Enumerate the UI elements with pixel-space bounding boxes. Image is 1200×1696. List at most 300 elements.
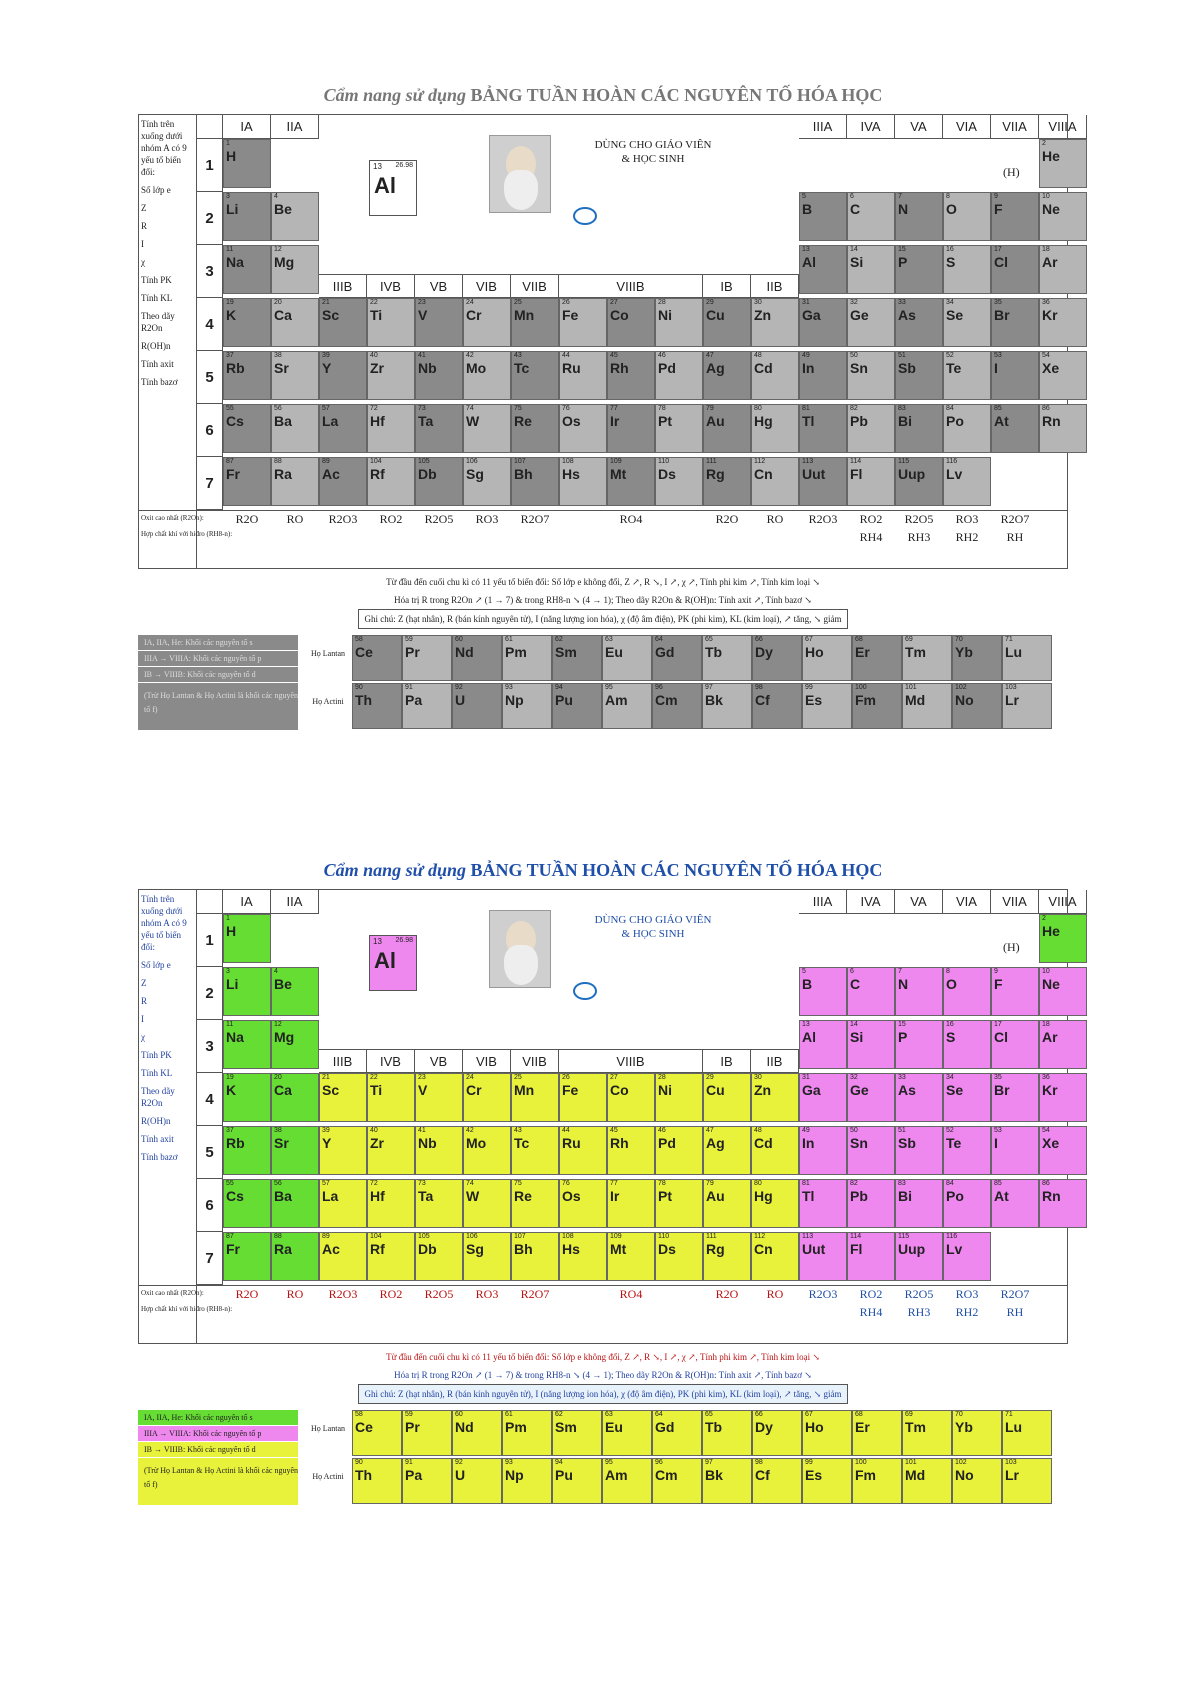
group-period-corner — [197, 115, 223, 139]
element-ca — [271, 298, 319, 347]
element-sr — [271, 351, 319, 400]
hydride-row-label: Hợp chất khí với hiđro (RH8-n): — [141, 1305, 233, 1313]
atomic-number: 55 — [226, 1180, 234, 1187]
element-kr — [1039, 1073, 1087, 1122]
element-in — [799, 351, 847, 400]
element-symbol: P — [898, 1029, 908, 1045]
element-ne — [1039, 967, 1087, 1016]
element-symbol: Zr — [370, 360, 384, 376]
atomic-number: 85 — [994, 1180, 1002, 1187]
legend-item: IA, IIA, He: Khối các nguyên tố s — [138, 635, 298, 651]
element-symbol: Fm — [855, 1467, 876, 1483]
element-symbol: Rg — [706, 1241, 725, 1257]
element-symbol: Sb — [898, 1135, 916, 1151]
atomic-number: 76 — [562, 405, 570, 412]
element-symbol: Re — [514, 1188, 532, 1204]
group-header: VIIIA — [1039, 115, 1087, 139]
atomic-number: 106 — [466, 1233, 478, 1240]
element-eu — [602, 1410, 652, 1456]
example-card-al — [369, 935, 417, 991]
element-uup — [895, 457, 943, 506]
element-cr — [463, 1073, 511, 1122]
atomic-number: 96 — [655, 1459, 663, 1466]
atomic-number: 93 — [505, 1459, 513, 1466]
element-uut — [799, 1232, 847, 1281]
atomic-number: 101 — [905, 1459, 917, 1466]
audience-text — [573, 913, 733, 941]
hydride-formula: RH3 — [907, 1305, 931, 1319]
element-symbol: Ho — [805, 1419, 824, 1435]
left-note: Theo dãy R2On — [141, 1086, 175, 1108]
element-symbol: Mg — [274, 254, 295, 270]
element-symbol: Cd — [754, 360, 773, 376]
element-bh — [511, 457, 559, 506]
atomic-number: 96 — [655, 684, 663, 691]
atomic-number: 33 — [898, 1074, 906, 1081]
sheet-color — [138, 855, 1077, 1506]
atomic-number: 23 — [418, 1074, 426, 1081]
element-symbol: Be — [274, 201, 292, 217]
atomic-number: 107 — [514, 458, 526, 465]
element-y — [319, 351, 367, 400]
element-la — [319, 1179, 367, 1228]
period-number: 1 — [197, 139, 223, 192]
legend-item: IA, IIA, He: Khối các nguyên tố s — [138, 1410, 298, 1426]
element-symbol: Uup — [898, 1241, 926, 1257]
atomic-number: 50 — [850, 352, 858, 359]
element-symbol: Fe — [562, 1082, 579, 1098]
element-symbol: P — [898, 254, 908, 270]
atomic-number: 97 — [705, 684, 713, 691]
group-header-b: VIIB — [511, 274, 559, 298]
atomic-number: 112 — [754, 1233, 766, 1240]
element-symbol: Bi — [898, 413, 912, 429]
element-symbol: Sm — [555, 1419, 577, 1435]
element-symbol: Ge — [850, 1082, 869, 1098]
element-symbol: C — [850, 201, 861, 217]
left-notes — [139, 890, 197, 1343]
atomic-number: 54 — [1042, 1127, 1050, 1134]
element-symbol: Fe — [562, 307, 579, 323]
period-number: 2 — [197, 967, 223, 1020]
oxide-formula: R2O7 — [1000, 512, 1030, 526]
element-symbol: Y — [322, 1135, 332, 1151]
element-zn — [751, 298, 799, 347]
element-re — [511, 1179, 559, 1228]
atomic-number: 113 — [802, 1233, 814, 1240]
element-fl — [847, 1232, 895, 1281]
element-fe — [559, 298, 607, 347]
element-lv — [943, 457, 991, 506]
lanthanide-label: Họ Lantan — [311, 1424, 345, 1433]
atomic-number: 53 — [994, 352, 1002, 359]
element-ac — [319, 1232, 367, 1281]
element-pa — [402, 683, 452, 729]
atomic-number: 16 — [946, 246, 954, 253]
atomic-number: 18 — [1042, 246, 1050, 253]
element-eu — [602, 635, 652, 681]
element-symbol: W — [466, 413, 480, 429]
element-ds — [655, 1232, 703, 1281]
oxide-formula: R2O5 — [904, 512, 934, 526]
periodic-table — [138, 114, 1077, 569]
atomic-number: 114 — [850, 458, 862, 465]
example-symbol: Al — [374, 173, 396, 198]
atomic-number: 110 — [658, 458, 670, 465]
element-pb — [847, 1179, 895, 1228]
left-note: Tính trên xuống dưới nhóm A có 9 yếu tố biến đổi: — [141, 894, 187, 952]
legend-item: IIIA → VIIIA: Khối các nguyên tố p — [138, 651, 298, 667]
block-legend — [138, 635, 298, 731]
atomic-number: 112 — [754, 458, 766, 465]
element-symbol: Bk — [705, 1467, 723, 1483]
atomic-number: 115 — [898, 1233, 910, 1240]
element-fr — [223, 1232, 271, 1281]
atomic-number: 22 — [370, 299, 378, 306]
period-number: 7 — [197, 1232, 223, 1285]
atomic-number: 9 — [994, 193, 998, 200]
element-symbol: Al — [802, 1029, 816, 1045]
atomic-number: 34 — [946, 1074, 954, 1081]
group-header-b: VIIIB — [559, 1049, 703, 1073]
atomic-number: 56 — [274, 1180, 282, 1187]
atomic-number: 57 — [322, 405, 330, 412]
element-symbol: Sn — [850, 1135, 868, 1151]
atomic-number: 63 — [605, 1411, 613, 1418]
element-symbol: Rf — [370, 466, 385, 482]
element-symbol: Cl — [994, 254, 1008, 270]
element-symbol: Se — [946, 307, 964, 323]
element-rg — [703, 1232, 751, 1281]
element-i — [991, 351, 1039, 400]
element-ru — [559, 1126, 607, 1175]
element-symbol: Au — [706, 1188, 725, 1204]
hydride-row-label: Hợp chất khí với hiđro (RH8-n): — [141, 530, 233, 538]
element-ni — [655, 1073, 703, 1122]
element-ce — [352, 635, 402, 681]
element-symbol: Mn — [514, 307, 535, 323]
element-symbol: Pd — [658, 1135, 676, 1151]
element-symbol: Th — [355, 1467, 373, 1483]
atomic-number: 93 — [505, 684, 513, 691]
legend-item: IB → VIIIB: Khối các nguyên tố d — [138, 667, 298, 683]
element-ti — [367, 1073, 415, 1122]
example-num: 13 — [373, 937, 382, 946]
element-symbol: Sc — [322, 1082, 340, 1098]
element-symbol: W — [466, 1188, 480, 1204]
element-v — [415, 1073, 463, 1122]
atomic-number: 87 — [226, 458, 234, 465]
element-symbol: Be — [274, 976, 292, 992]
atomic-number: 41 — [418, 1127, 426, 1134]
element-ag — [703, 351, 751, 400]
group-header-b: VIIIB — [559, 274, 703, 298]
period-number: 3 — [197, 245, 223, 298]
element-symbol: O — [946, 201, 957, 217]
atomic-number: 73 — [418, 1180, 426, 1187]
atomic-number: 86 — [1042, 405, 1050, 412]
element-tm — [902, 1410, 952, 1456]
element-symbol: Ta — [418, 413, 434, 429]
element-symbol: Bi — [898, 1188, 912, 1204]
atomic-number: 15 — [898, 1021, 906, 1028]
atomic-number: 111 — [706, 1233, 717, 1240]
element-c — [847, 192, 895, 241]
element-symbol: Br — [994, 307, 1010, 323]
element-ti — [367, 298, 415, 347]
element-ar — [1039, 245, 1087, 294]
element-cn — [751, 1232, 799, 1281]
element-at — [991, 1179, 1039, 1228]
atomic-number: 94 — [555, 684, 563, 691]
element-symbol: Ge — [850, 307, 869, 323]
element-symbol: Cd — [754, 1135, 773, 1151]
element-symbol: Es — [805, 692, 823, 708]
element-ni — [655, 298, 703, 347]
atomic-number: 53 — [994, 1127, 1002, 1134]
element-symbol: S — [946, 1029, 956, 1045]
atomic-number: 37 — [226, 352, 234, 359]
left-note: R(OH)n — [141, 1116, 171, 1126]
atomic-number: 77 — [610, 405, 618, 412]
element-symbol: Zn — [754, 307, 772, 323]
element-symbol: Sc — [322, 307, 340, 323]
element-symbol: Tm — [905, 644, 926, 660]
group-header-b: IIIB — [319, 1049, 367, 1073]
oxide-formula: RO2 — [859, 1287, 883, 1301]
atomic-number: 101 — [905, 684, 917, 691]
element-u — [452, 683, 502, 729]
element-am — [602, 683, 652, 729]
oxide-formula: RO3 — [955, 1287, 979, 1301]
element-symbol: Nb — [418, 1135, 437, 1151]
element-te — [943, 1126, 991, 1175]
element-symbol: Ar — [1042, 254, 1058, 270]
element-symbol: As — [898, 1082, 916, 1098]
element-symbol: Tb — [705, 644, 723, 660]
atomic-number: 18 — [1042, 1021, 1050, 1028]
element-as — [895, 298, 943, 347]
atomic-number: 88 — [274, 458, 282, 465]
oxide-row-label: Oxit cao nhất (R2On): — [141, 514, 204, 522]
element-symbol: Po — [946, 1188, 964, 1204]
element-at — [991, 404, 1039, 453]
element-symbol: Cs — [226, 1188, 244, 1204]
legend-item: IIIA → VIIIA: Khối các nguyên tố p — [138, 1426, 298, 1442]
element-symbol: Au — [706, 413, 725, 429]
element-symbol: Db — [418, 1241, 437, 1257]
element-si — [847, 245, 895, 294]
legend-item: (Trừ Họ Lantan & Họ Actini là khối các nguyên tố f) — [138, 683, 298, 731]
element-symbol: Fr — [226, 466, 240, 482]
element-i — [991, 1126, 1039, 1175]
element-symbol: Lu — [1005, 1419, 1023, 1435]
element-f — [991, 192, 1039, 241]
atomic-number: 47 — [706, 1127, 714, 1134]
element-sr — [271, 1126, 319, 1175]
atomic-number: 116 — [946, 1233, 958, 1240]
element-symbol: Pd — [658, 360, 676, 376]
atomic-number: 43 — [514, 1127, 522, 1134]
group-header-b: IB — [703, 1049, 751, 1073]
atomic-number: 15 — [898, 246, 906, 253]
element-symbol: Br — [994, 1082, 1010, 1098]
atomic-number: 82 — [850, 405, 858, 412]
atomic-number: 75 — [514, 405, 522, 412]
element-symbol: Dy — [755, 1419, 773, 1435]
element-cn — [751, 457, 799, 506]
title-main: BẢNG TUẦN HOÀN CÁC NGUYÊN TỐ HÓA HỌC — [470, 860, 883, 880]
element-symbol: Ra — [274, 466, 292, 482]
atomic-number: 70 — [955, 1411, 963, 1418]
atomic-number: 51 — [898, 1127, 906, 1134]
element-symbol: He — [1042, 923, 1060, 939]
element-pd — [655, 1126, 703, 1175]
group-header: IIIA — [799, 115, 847, 139]
atomic-number: 20 — [274, 1074, 282, 1081]
atomic-number: 82 — [850, 1180, 858, 1187]
oxide-formula: R2O — [715, 1287, 739, 1301]
left-note: Tính bazơ — [141, 377, 178, 387]
element-symbol: Ca — [274, 307, 292, 323]
element-symbol: Hf — [370, 413, 385, 429]
element-ds — [655, 457, 703, 506]
group-header: VA — [895, 890, 943, 914]
element-tb — [702, 1410, 752, 1456]
element-symbol: Te — [946, 1135, 962, 1151]
left-note: Số lớp e — [141, 185, 171, 195]
title-italic: Cẩm nang sử dụng — [323, 85, 466, 105]
element-symbol: Es — [805, 1467, 823, 1483]
element-symbol: Cn — [754, 466, 773, 482]
element-symbol: Tb — [705, 1419, 723, 1435]
legend-item: (Trừ Họ Lantan & Họ Actini là khối các nguyên tố f) — [138, 1458, 298, 1506]
example-mass: 26.98 — [395, 162, 413, 169]
element-symbol: Uup — [898, 466, 926, 482]
group-header: IA — [223, 115, 271, 139]
group-header-b: VIIB — [511, 1049, 559, 1073]
element-symbol: Np — [505, 1467, 524, 1483]
element-symbol: Bh — [514, 466, 533, 482]
element-symbol: Pr — [405, 644, 420, 660]
element-bk — [702, 683, 752, 729]
element-cr — [463, 298, 511, 347]
element-symbol: Hg — [754, 413, 773, 429]
note-line-1: Từ đầu đến cuối chu kì có 11 yếu tố biến đổi: Số lớp e không đổi, Z ↗, R ↘, I ↗, χ ↗, Tính phi kim ↗, Tính kim loại ↘ — [386, 577, 820, 587]
element-pm — [502, 1410, 552, 1456]
element-symbol: Rn — [1042, 413, 1061, 429]
group-header-b: VB — [415, 1049, 463, 1073]
oxide-formula: RO4 — [619, 1287, 643, 1301]
oxide-formula: RO4 — [619, 512, 643, 526]
atomic-number: 108 — [562, 458, 574, 465]
period-number: 3 — [197, 1020, 223, 1073]
atomic-number: 46 — [658, 352, 666, 359]
atomic-number: 65 — [705, 1411, 713, 1418]
element-na — [223, 1020, 271, 1069]
element-symbol: Ni — [658, 307, 672, 323]
element-xe — [1039, 1126, 1087, 1175]
element-h — [223, 139, 271, 188]
element-symbol: Am — [605, 692, 628, 708]
left-note: Tính bazơ — [141, 1152, 178, 1162]
element-symbol: No — [955, 1467, 974, 1483]
atomic-number: 8 — [946, 968, 950, 975]
header-area — [329, 910, 739, 1050]
element-symbol: Co — [610, 1082, 629, 1098]
element-symbol: In — [802, 360, 815, 376]
element-symbol: Sg — [466, 1241, 484, 1257]
element-dy — [752, 1410, 802, 1456]
element-ru — [559, 351, 607, 400]
element-kr — [1039, 298, 1087, 347]
element-y — [319, 1126, 367, 1175]
element-ag — [703, 1126, 751, 1175]
atomic-number: 52 — [946, 352, 954, 359]
element-symbol: Rb — [226, 360, 245, 376]
atomic-number: 6 — [850, 968, 854, 975]
element-br — [991, 1073, 1039, 1122]
period-number: 4 — [197, 1073, 223, 1126]
atomic-number: 48 — [754, 1127, 762, 1134]
note-line-3: Ghi chú: Z (hạt nhân), R (bán kính nguyên tử), I (năng lượng ion hóa), χ (độ âm điện), PK (phi kim), KL (kim loại), ↗ tăng, ↘ giảm — [358, 1384, 849, 1404]
element-ra — [271, 457, 319, 506]
oxide-formula: R2O3 — [808, 1287, 838, 1301]
atomic-number: 26 — [562, 1074, 570, 1081]
element-symbol: Fl — [850, 466, 863, 482]
title-italic: Cẩm nang sử dụng — [323, 860, 466, 880]
element-symbol: Tc — [514, 1135, 530, 1151]
hydride-row — [139, 528, 1067, 568]
left-note: Số lớp e — [141, 960, 171, 970]
atomic-number: 84 — [946, 1180, 954, 1187]
element-symbol: Cn — [754, 1241, 773, 1257]
atomic-number: 90 — [355, 684, 363, 691]
atomic-number: 64 — [655, 1411, 663, 1418]
atomic-number: 23 — [418, 299, 426, 306]
element-symbol: Cm — [655, 692, 678, 708]
atomic-number: 58 — [355, 636, 363, 643]
atomic-number: 39 — [322, 1127, 330, 1134]
element-symbol: Uut — [802, 466, 826, 482]
atomic-number: 67 — [805, 1411, 813, 1418]
element-co — [607, 1073, 655, 1122]
element-tc — [511, 351, 559, 400]
element-ir — [607, 1179, 655, 1228]
element-w — [463, 1179, 511, 1228]
element-ar — [1039, 1020, 1087, 1069]
atomic-number: 40 — [370, 1127, 378, 1134]
atomic-number: 49 — [802, 352, 810, 359]
oxide-row — [139, 510, 1067, 529]
element-gd — [652, 635, 702, 681]
atomic-number: 24 — [466, 299, 474, 306]
element-symbol: U — [455, 692, 466, 708]
atomic-number: 77 — [610, 1180, 618, 1187]
element-ne — [1039, 192, 1087, 241]
element-hf — [367, 404, 415, 453]
atomic-number: 42 — [466, 352, 474, 359]
element-symbol: Pt — [658, 1188, 672, 1204]
element-lu — [1002, 1410, 1052, 1456]
atomic-number: 25 — [514, 1074, 522, 1081]
element-symbol: Nb — [418, 360, 437, 376]
element-symbol: Lr — [1005, 1467, 1019, 1483]
group-period-corner — [197, 890, 223, 914]
element-symbol: Ba — [274, 413, 292, 429]
element-sg — [463, 457, 511, 506]
element-pt — [655, 404, 703, 453]
